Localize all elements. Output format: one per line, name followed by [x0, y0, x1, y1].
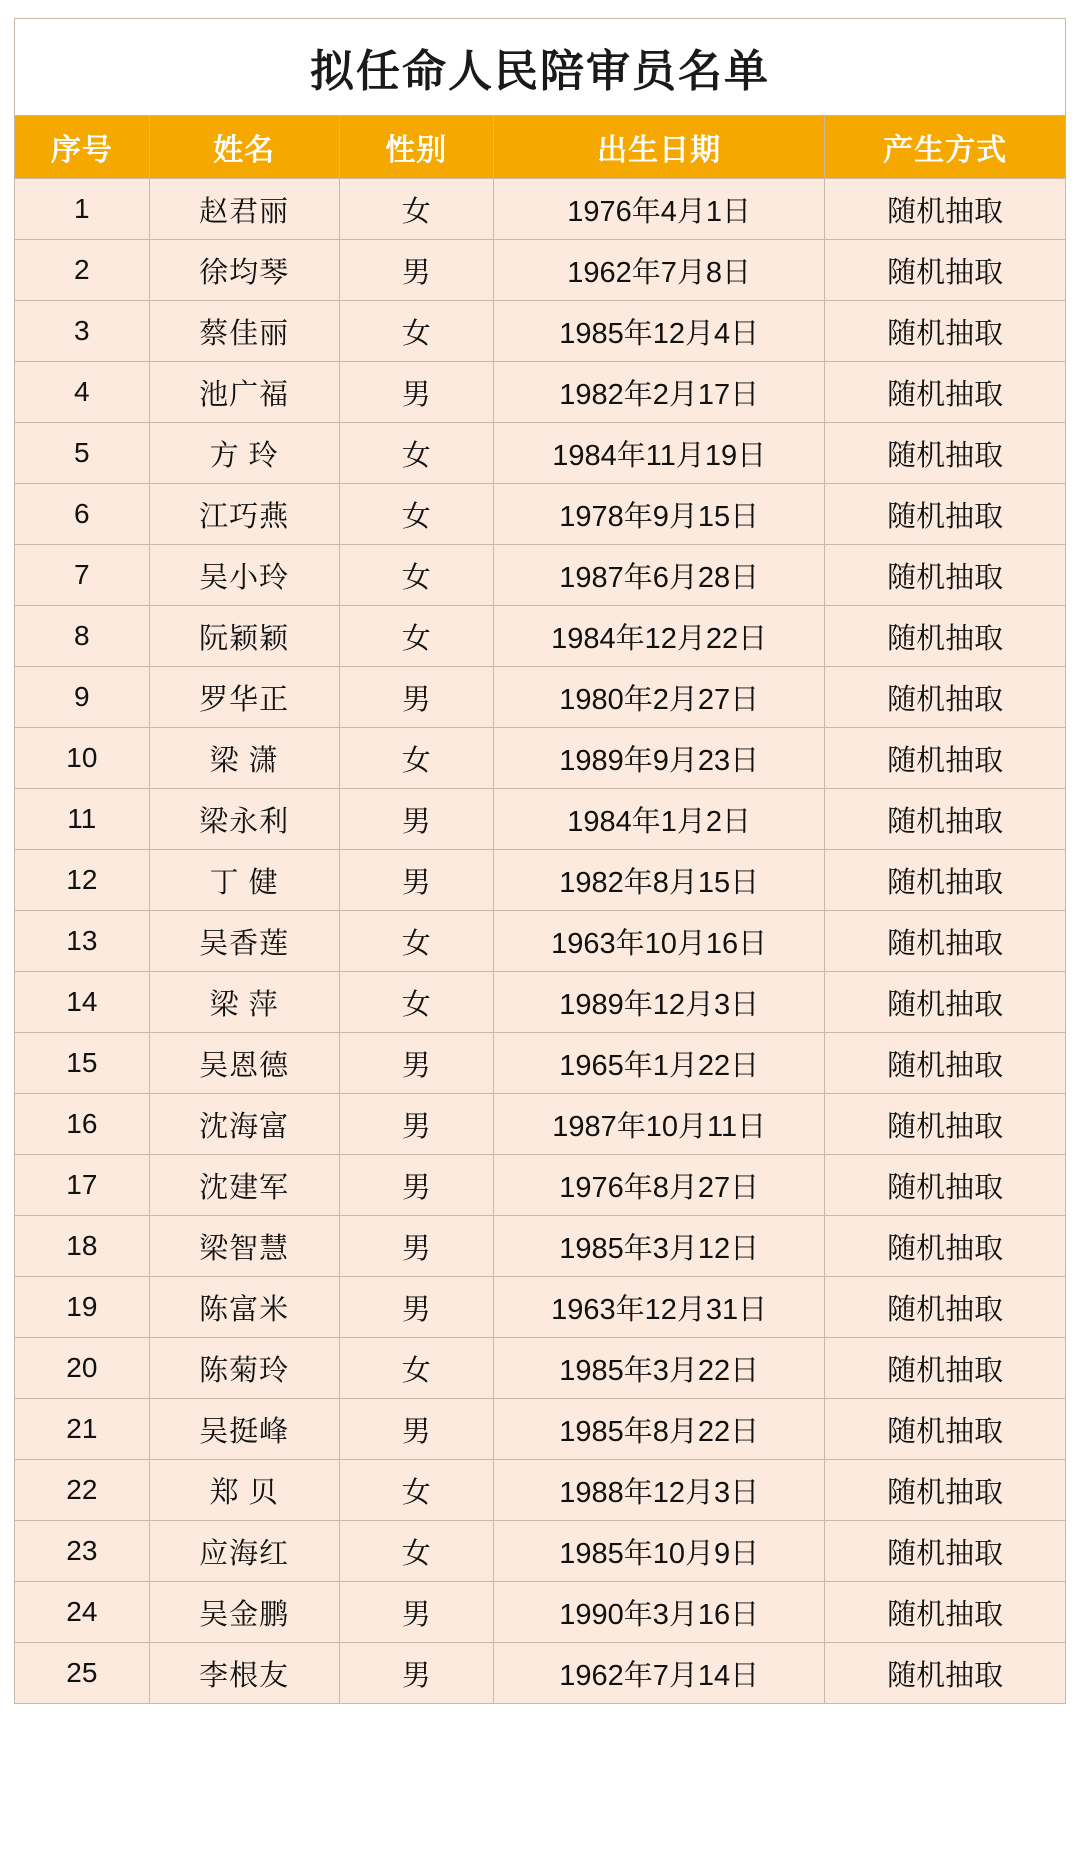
cell-birth: 1963年12月31日	[494, 1277, 825, 1338]
cell-no: 10	[15, 728, 150, 789]
cell-method: 随机抽取	[825, 728, 1066, 789]
cell-method: 随机抽取	[825, 545, 1066, 606]
cell-birth: 1980年2月27日	[494, 667, 825, 728]
cell-name: 吴金鹏	[149, 1582, 339, 1643]
juror-roster-table	[14, 18, 1066, 1704]
cell-method: 随机抽取	[825, 1277, 1066, 1338]
cell-sex: 男	[339, 667, 494, 728]
cell-method: 随机抽取	[825, 972, 1066, 1033]
cell-sex: 女	[339, 606, 494, 667]
table-row	[15, 545, 1066, 606]
cell-sex: 男	[339, 240, 494, 301]
table-row	[15, 1582, 1066, 1643]
cell-name: 赵君丽	[149, 179, 339, 240]
cell-method: 随机抽取	[825, 1643, 1066, 1704]
cell-name: 阮颖颖	[149, 606, 339, 667]
cell-name: 方 玲	[149, 423, 339, 484]
cell-method: 随机抽取	[825, 1155, 1066, 1216]
cell-no: 9	[15, 667, 150, 728]
cell-birth: 1985年3月12日	[494, 1216, 825, 1277]
cell-sex: 女	[339, 484, 494, 545]
cell-name: 应海红	[149, 1521, 339, 1582]
cell-no: 20	[15, 1338, 150, 1399]
cell-name: 郑 贝	[149, 1460, 339, 1521]
cell-birth: 1984年11月19日	[494, 423, 825, 484]
table-row	[15, 789, 1066, 850]
cell-sex: 男	[339, 1094, 494, 1155]
table-row	[15, 728, 1066, 789]
cell-sex: 男	[339, 1155, 494, 1216]
cell-name: 梁永利	[149, 789, 339, 850]
title-row	[15, 19, 1066, 116]
table-row	[15, 1155, 1066, 1216]
column-header-name: 姓名	[149, 116, 339, 179]
cell-method: 随机抽取	[825, 911, 1066, 972]
cell-method: 随机抽取	[825, 1582, 1066, 1643]
cell-no: 21	[15, 1399, 150, 1460]
table-row	[15, 1277, 1066, 1338]
cell-birth: 1987年10月11日	[494, 1094, 825, 1155]
cell-birth: 1962年7月8日	[494, 240, 825, 301]
cell-birth: 1978年9月15日	[494, 484, 825, 545]
cell-no: 4	[15, 362, 150, 423]
cell-birth: 1989年12月3日	[494, 972, 825, 1033]
cell-name: 吴挺峰	[149, 1399, 339, 1460]
cell-no: 3	[15, 301, 150, 362]
cell-no: 6	[15, 484, 150, 545]
cell-no: 23	[15, 1521, 150, 1582]
cell-birth: 1963年10月16日	[494, 911, 825, 972]
cell-sex: 女	[339, 1521, 494, 1582]
cell-method: 随机抽取	[825, 423, 1066, 484]
cell-sex: 女	[339, 911, 494, 972]
cell-sex: 女	[339, 972, 494, 1033]
cell-name: 吴香莲	[149, 911, 339, 972]
cell-birth: 1985年10月9日	[494, 1521, 825, 1582]
cell-no: 12	[15, 850, 150, 911]
column-header-no: 序号	[15, 116, 150, 179]
cell-sex: 男	[339, 1643, 494, 1704]
cell-no: 17	[15, 1155, 150, 1216]
column-header-birth: 出生日期	[494, 116, 825, 179]
column-header-method: 产生方式	[825, 116, 1066, 179]
cell-no: 1	[15, 179, 150, 240]
cell-name: 沈建军	[149, 1155, 339, 1216]
cell-birth: 1982年2月17日	[494, 362, 825, 423]
cell-sex: 男	[339, 1399, 494, 1460]
table-row	[15, 1338, 1066, 1399]
table-row	[15, 606, 1066, 667]
cell-birth: 1962年7月14日	[494, 1643, 825, 1704]
page-title: 拟任命人民陪审员名单	[15, 19, 1066, 116]
table-row	[15, 240, 1066, 301]
cell-birth: 1990年3月16日	[494, 1582, 825, 1643]
cell-no: 14	[15, 972, 150, 1033]
cell-no: 22	[15, 1460, 150, 1521]
cell-birth: 1984年12月22日	[494, 606, 825, 667]
cell-no: 13	[15, 911, 150, 972]
cell-name: 丁 健	[149, 850, 339, 911]
cell-birth: 1976年4月1日	[494, 179, 825, 240]
cell-name: 梁 萍	[149, 972, 339, 1033]
cell-name: 蔡佳丽	[149, 301, 339, 362]
cell-birth: 1982年8月15日	[494, 850, 825, 911]
cell-name: 李根友	[149, 1643, 339, 1704]
cell-birth: 1988年12月3日	[494, 1460, 825, 1521]
table-row	[15, 484, 1066, 545]
cell-no: 24	[15, 1582, 150, 1643]
cell-sex: 男	[339, 1277, 494, 1338]
cell-birth: 1965年1月22日	[494, 1033, 825, 1094]
cell-method: 随机抽取	[825, 1338, 1066, 1399]
table-row	[15, 972, 1066, 1033]
table-head	[15, 19, 1066, 179]
cell-method: 随机抽取	[825, 1216, 1066, 1277]
cell-no: 15	[15, 1033, 150, 1094]
table-body	[15, 179, 1066, 1704]
cell-no: 7	[15, 545, 150, 606]
table-row	[15, 1033, 1066, 1094]
cell-no: 18	[15, 1216, 150, 1277]
cell-method: 随机抽取	[825, 179, 1066, 240]
table-row	[15, 1460, 1066, 1521]
cell-method: 随机抽取	[825, 606, 1066, 667]
cell-sex: 男	[339, 1216, 494, 1277]
table-row	[15, 362, 1066, 423]
cell-method: 随机抽取	[825, 1094, 1066, 1155]
cell-no: 2	[15, 240, 150, 301]
table-row	[15, 1399, 1066, 1460]
cell-no: 11	[15, 789, 150, 850]
table-row	[15, 423, 1066, 484]
cell-name: 陈菊玲	[149, 1338, 339, 1399]
table-row	[15, 179, 1066, 240]
cell-sex: 女	[339, 1460, 494, 1521]
cell-method: 随机抽取	[825, 301, 1066, 362]
cell-method: 随机抽取	[825, 1460, 1066, 1521]
cell-no: 5	[15, 423, 150, 484]
cell-sex: 女	[339, 423, 494, 484]
cell-no: 19	[15, 1277, 150, 1338]
table-row	[15, 301, 1066, 362]
column-header-row	[15, 116, 1066, 179]
cell-sex: 男	[339, 1582, 494, 1643]
cell-birth: 1985年12月4日	[494, 301, 825, 362]
cell-method: 随机抽取	[825, 850, 1066, 911]
cell-name: 吴小玲	[149, 545, 339, 606]
cell-birth: 1987年6月28日	[494, 545, 825, 606]
cell-sex: 女	[339, 301, 494, 362]
cell-name: 池广福	[149, 362, 339, 423]
cell-no: 25	[15, 1643, 150, 1704]
cell-method: 随机抽取	[825, 789, 1066, 850]
cell-sex: 女	[339, 545, 494, 606]
table-row	[15, 850, 1066, 911]
cell-method: 随机抽取	[825, 362, 1066, 423]
cell-name: 沈海富	[149, 1094, 339, 1155]
cell-name: 陈富米	[149, 1277, 339, 1338]
cell-name: 梁 潇	[149, 728, 339, 789]
cell-sex: 女	[339, 728, 494, 789]
cell-name: 吴恩德	[149, 1033, 339, 1094]
cell-no: 16	[15, 1094, 150, 1155]
cell-name: 江巧燕	[149, 484, 339, 545]
table-row	[15, 1521, 1066, 1582]
cell-method: 随机抽取	[825, 667, 1066, 728]
cell-name: 梁智慧	[149, 1216, 339, 1277]
cell-sex: 女	[339, 1338, 494, 1399]
table-row	[15, 1643, 1066, 1704]
cell-birth: 1984年1月2日	[494, 789, 825, 850]
cell-sex: 男	[339, 362, 494, 423]
table-row	[15, 1094, 1066, 1155]
table-row	[15, 911, 1066, 972]
cell-method: 随机抽取	[825, 484, 1066, 545]
cell-method: 随机抽取	[825, 1521, 1066, 1582]
cell-sex: 女	[339, 179, 494, 240]
cell-method: 随机抽取	[825, 240, 1066, 301]
table-row	[15, 667, 1066, 728]
cell-name: 罗华正	[149, 667, 339, 728]
cell-method: 随机抽取	[825, 1033, 1066, 1094]
cell-birth: 1989年9月23日	[494, 728, 825, 789]
cell-name: 徐均琴	[149, 240, 339, 301]
cell-sex: 男	[339, 1033, 494, 1094]
table-row	[15, 1216, 1066, 1277]
cell-method: 随机抽取	[825, 1399, 1066, 1460]
cell-birth: 1985年8月22日	[494, 1399, 825, 1460]
cell-no: 8	[15, 606, 150, 667]
cell-sex: 男	[339, 789, 494, 850]
cell-birth: 1985年3月22日	[494, 1338, 825, 1399]
column-header-sex: 性别	[339, 116, 494, 179]
cell-birth: 1976年8月27日	[494, 1155, 825, 1216]
cell-sex: 男	[339, 850, 494, 911]
